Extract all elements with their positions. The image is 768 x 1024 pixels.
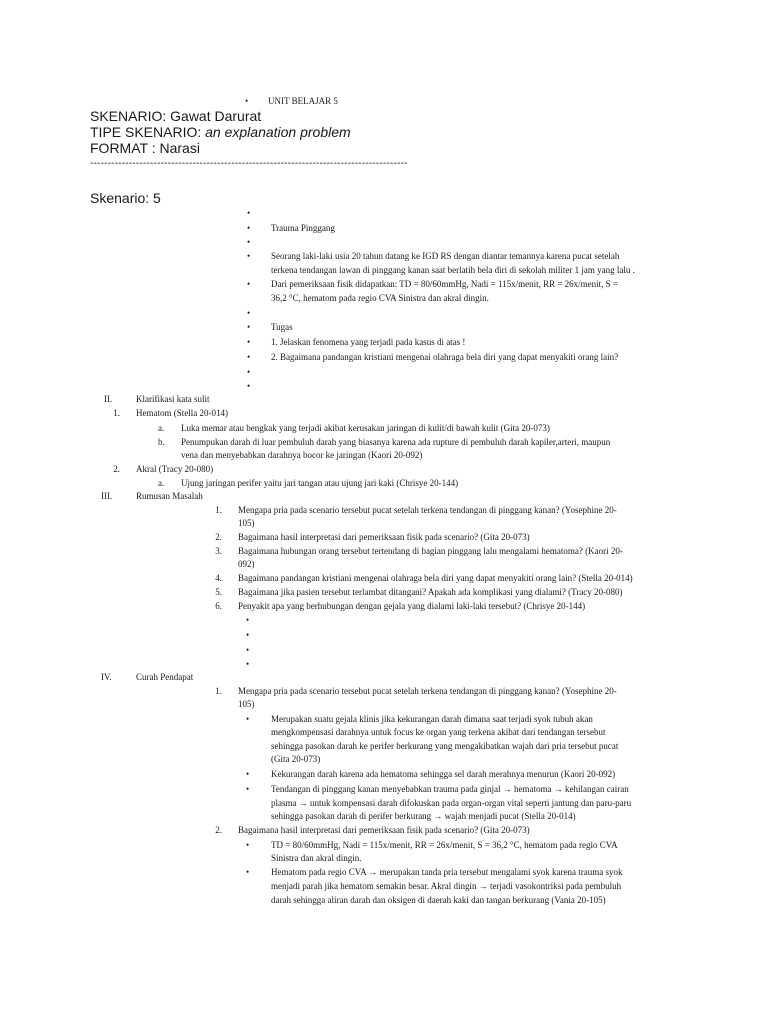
bullet (247, 366, 250, 378)
section-numeral: III. (101, 491, 113, 501)
answer-line: Merupakan suatu gejala klinis jika kekurangan darah dimana saat terjadi syok tubuh akan (271, 714, 593, 724)
problem-line: 105) (238, 518, 255, 528)
problem-line: 092) (238, 559, 255, 569)
bullet (247, 336, 250, 348)
answer-line: plasma → untuk kompensasi darah difokuskan pada organ-organ vital seperti jantung dan paru-paru (271, 798, 632, 808)
bullet (246, 658, 249, 670)
bullet (247, 307, 250, 319)
answer-line: sehingga pasokan darah ke perifer berkurang yang mengakibatkan wajah dari pria tersebut pucat (271, 741, 619, 751)
answer-line: sehingga pasokan darah di perifer berkurang → wajah menjadi pucat (Stella 20-014) (271, 811, 576, 821)
problem-line: Bagaimana pandangan kristiani mengenai olahraga bela diri yang dapat menyakiti orang lain? (Stella 20-014) (238, 573, 633, 583)
question-line: Mengapa pria pada scenario tersebut pucat setelah terkena tendangan di pinggang kanan? (Yosephine 20- (238, 686, 617, 696)
section-numeral: IV. (101, 672, 112, 682)
answer-line: Kekurangan darah karena ada hematoma sehingga sel darah merahnya menurun (Kaori 20-092) (271, 769, 616, 779)
bullet (245, 95, 248, 107)
bullet (247, 222, 250, 234)
item-number: 4. (215, 573, 222, 583)
item-number: 2. (215, 825, 222, 835)
section-title: Klarifikasi kata sulit (136, 394, 210, 404)
answer-line: (Gita 20-073) (271, 754, 321, 764)
scenario-title: Skenario: 5 (90, 190, 161, 206)
format-label: FORMAT : (90, 140, 160, 156)
definition-line: Luka memar atau bengkak yang terjadi akibat kerusakan jaringan di kulit/di bawah kulit (Gita 20-073) (181, 423, 550, 433)
section-title: Curah Pendapat (136, 672, 194, 682)
scenario-narrative-line: terkena tendangan lawan di pinggang kanan saat berlatih bela diri di sekolah militer 1 jam yang lalu . (271, 265, 635, 275)
answer-line: mengkompensasi darahnya untuk focus ke organ yang terkena akibat dari tendangan tersebut (271, 727, 606, 737)
bullet (247, 351, 250, 363)
answer-line: Hematom pada regio CVA → merupakan tanda pria tersebut mengalami syok karena trauma syok (271, 867, 623, 877)
problem-line: Bagaimana jika pasien tersebut terlambat ditangani? Apakah ada komplikasi yang dialami? (Tracy 20-080) (238, 587, 623, 597)
question-line: Bagaimana hasil interpretasi dari pemeriksaan fisik pada scenario? (Gita 20-073) (238, 825, 530, 835)
tugas-item: 1. Jelaskan fenomena yang terjadi pada kasus di atas ! (271, 337, 466, 347)
item-number: 2. (215, 532, 222, 542)
scenario-exam-line: Dari pemeriksaan fisik didapatkan: TD = 80/60mmHg, Nadi = 115x/menit, RR = 26x/menit, S = (271, 279, 619, 289)
scenario-exam-line: 36,2 °C, hematom pada regio CVA Sinistra dan akral dingin. (271, 293, 489, 303)
skenario-label: SKENARIO: (90, 108, 171, 124)
format-line (90, 140, 200, 156)
def-letter: b. (158, 437, 165, 447)
bullet (246, 629, 249, 641)
answer-line: Tendangan di pinggang kanan menyebabkan trauma pada ginjal → hematoma → kehilangan cairan (271, 784, 629, 794)
unit-label: UNIT BELAJAR 5 (268, 96, 338, 106)
item-number: 6. (215, 601, 222, 611)
item-number: 1. (215, 686, 222, 696)
scenario-topic: Trauma Pinggang (271, 223, 335, 233)
problem-line: Bagaimana hasil interpretasi dari pemeriksaan fisik pada scenario? (Gita 20-073) (238, 532, 530, 542)
term-hematom: Hematom (Stella 20-014) (136, 408, 228, 418)
definition-line: Ujung jaringan perifer yaitu jari tangan atau ujung jari kaki (Chrisye 20-144) (181, 478, 459, 488)
answer-line: menjadi parah jika hematom semakin besar. Akral dingin → terjadi vasokontriksi pada pembuluh (271, 881, 622, 891)
term-akral: Akral (Tracy 20-080) (136, 464, 214, 474)
skenario-value: Gawat Darurat (170, 108, 262, 124)
item-number: 5. (215, 587, 222, 597)
def-letter: a. (158, 478, 165, 488)
bullet (246, 644, 249, 656)
scenario-narrative-line: Seorang laki-laki usia 20 tahun datang ke IGD RS dengan diantar temannya karena pucat setelah (271, 251, 620, 261)
bullet (246, 713, 249, 725)
bullet (247, 236, 250, 248)
problem-line: Penyakit apa yang berhubungan dengan gejala yang dialami laki-laki tersebut? (Chrisye 20-144) (238, 601, 586, 611)
question-line: 105) (238, 699, 255, 709)
bullet (247, 250, 250, 262)
definition-line: Penumpukan darah di luar pembuluh darah yang biasanya karena ada rupture di pembuluh darah kapiler,arteri, maupun (181, 437, 611, 447)
problem-line: Bagaimana hubungan orang tersebut tertendang di bagian pinggang lalu mengalami hematoma? (Kaori 20- (238, 546, 623, 556)
item-number: 3. (215, 546, 222, 556)
item-number: 2. (113, 464, 120, 474)
tipe-value: an explanation problem (205, 124, 351, 140)
bullet (246, 839, 249, 851)
answer-line: TD = 80/60mmHg, Nadi = 115x/menit, RR = 26x/menit, S = 36,2 °C, hematom pada regio CVA (271, 840, 618, 850)
item-number: 1. (215, 505, 222, 515)
bullet (247, 380, 250, 392)
bullet (246, 768, 249, 780)
tipe-label: TIPE SKENARIO: (90, 124, 206, 140)
definition-line: vena dan menyebabkan darahnya bocor ke jaringan (Kaori 20-092) (181, 450, 423, 460)
bullet (247, 278, 250, 290)
bullet (247, 207, 250, 219)
bullet (246, 783, 249, 795)
answer-line: darah sehingga aliran darah dan oksigen di daerah kaki dan tangan berkurang (Vania 20-105) (271, 895, 606, 905)
tugas-item: 2. Bagaimana pandangan kristiani mengenai olahraga bela diri yang dapat menyakiti orang lain? (271, 352, 619, 362)
answer-line: Sinistra dan akral dingin. (271, 853, 362, 863)
skenario-line (90, 108, 261, 124)
problem-line: Mengapa pria pada scenario tersebut pucat setelah terkena tendangan di pinggang kanan? (Yosephine 20- (238, 505, 617, 515)
divider-line: ------------------------------------------------------------------------------------------ (90, 158, 408, 169)
bullet (246, 866, 249, 878)
item-number: 1. (113, 408, 120, 418)
bullet (247, 321, 250, 333)
tugas-label: Tugas (271, 322, 293, 332)
format-value: Narasi (159, 140, 200, 156)
section-title: Rumusan Masalah (136, 491, 203, 501)
bullet (246, 614, 249, 626)
section-numeral: II. (104, 394, 113, 404)
tipe-skenario-line (90, 124, 351, 140)
def-letter: a. (158, 423, 165, 433)
